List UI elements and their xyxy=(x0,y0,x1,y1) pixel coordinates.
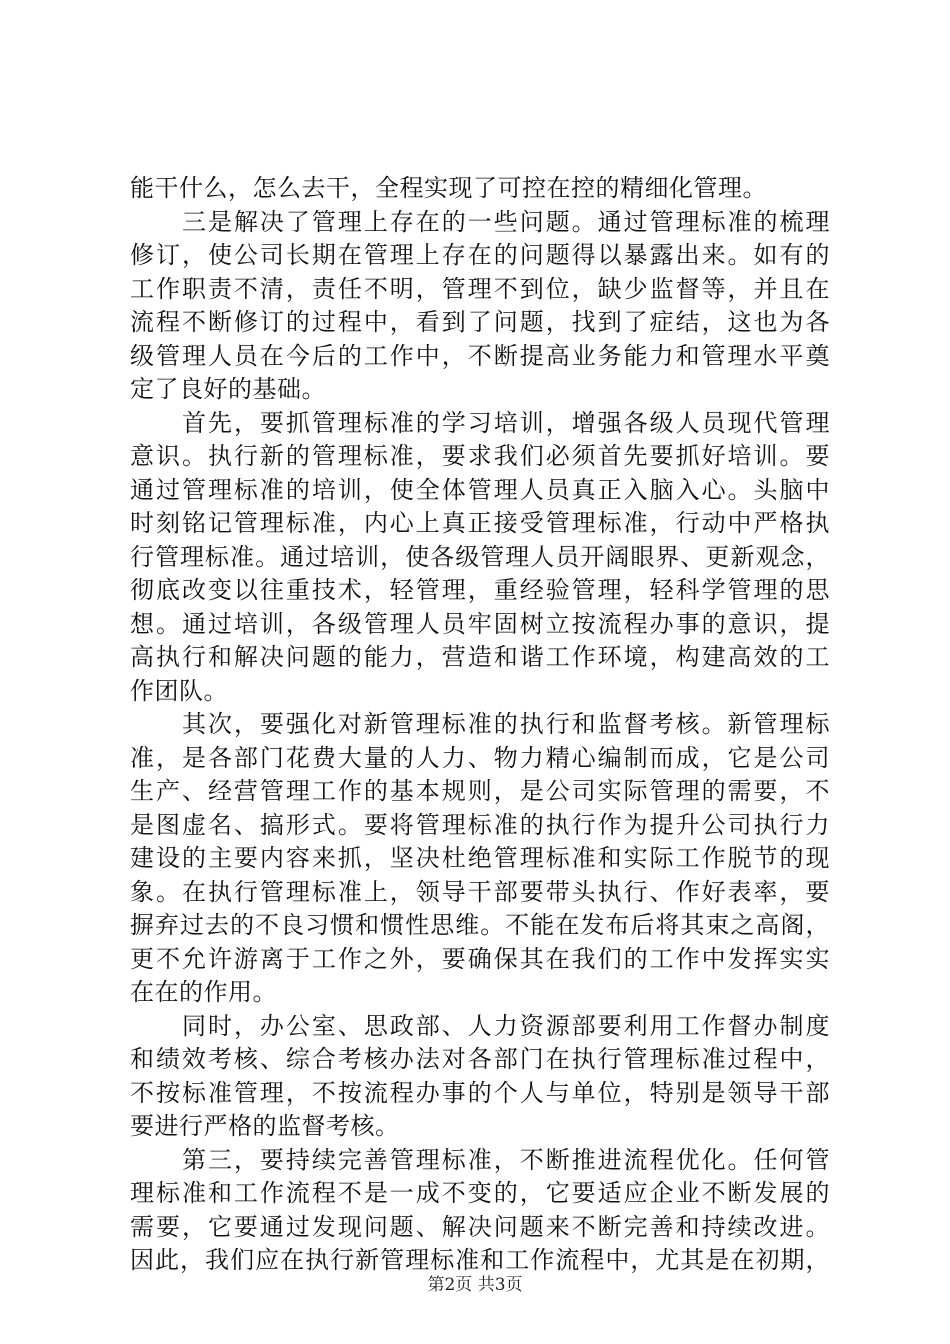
text-line: 需要，它要通过发现问题、解决问题来不断完善和持续改进。 xyxy=(130,1212,830,1241)
page-number-footer: 第2页 共3页 xyxy=(427,1275,523,1295)
text-line: 修订，使公司长期在管理上存在的问题得以暴露出来。如有的 xyxy=(130,241,830,269)
text-line: 因此，我们应在执行新管理标准和工作流程中，尤其是在初期， xyxy=(130,1246,830,1274)
text-line: 作团队。 xyxy=(130,676,228,705)
text-line: 意识。执行新的管理标准，要求我们必须首先要抓好培训。要 xyxy=(130,442,830,470)
text-line: 生产、经营管理工作的基本规则，是公司实际管理的需要，不 xyxy=(130,777,830,805)
body-text xyxy=(130,172,830,1278)
text-line: 建设的主要内容来抓，坚决杜绝管理标准和实际工作脱节的现 xyxy=(130,844,830,872)
text-line: 要进行严格的监督考核。 xyxy=(130,1112,400,1140)
paragraph-line: 三是解决了管理上存在的一些问题。通过管理标准的梳理 xyxy=(182,207,830,236)
text-line: 流程不断修订的过程中，看到了问题，找到了症结，这也为各 xyxy=(130,308,830,336)
text-line: 是图虚名、搞形式。要将管理标准的执行作为提升公司执行力 xyxy=(130,810,830,839)
text-line: 理标准和工作流程不是一成不变的，它要适应企业不断发展的 xyxy=(130,1179,830,1207)
text-line: 高执行和解决问题的能力，营造和谐工作环境，构建高效的工 xyxy=(130,643,830,671)
text-line: 象。在执行管理标准上，领导干部要带头执行、作好表率，要 xyxy=(130,877,830,906)
text-line: 彻底改变以往重技术，轻管理，重经验管理，轻科学管理的思 xyxy=(130,576,830,604)
text-line: 能干什么，怎么去干，全程实现了可控在控的精细化管理。 xyxy=(130,174,767,202)
text-line: 级管理人员在今后的工作中，不断提高业务能力和管理水平奠 xyxy=(130,341,830,370)
text-line: 摒弃过去的不良习惯和惯性思维。不能在发布后将其束之高阁， xyxy=(130,911,830,939)
text-line: 和绩效考核、综合考核办法对各部门在执行管理标准过程中， xyxy=(130,1045,830,1073)
text-line: 更不允许游离于工作之外，要确保其在我们的工作中发挥实实 xyxy=(130,944,830,973)
text-line: 想。通过培训，各级管理人员牢固树立按流程办事的意识，提 xyxy=(130,609,830,638)
paragraph-line: 首先，要抓管理标准的学习培训，增强各级人员现代管理 xyxy=(182,408,830,437)
paragraph-line: 同时，办公室、思政部、人力资源部要利用工作督办制度 xyxy=(182,1011,830,1040)
text-line: 定了良好的基础。 xyxy=(130,375,326,403)
text-line: 通过管理标准的培训，使全体管理人员真正入脑入心。头脑中 xyxy=(130,475,830,504)
text-line: 工作职责不清，责任不明，管理不到位，缺少监督等，并且在 xyxy=(130,274,830,303)
text-line: 不按标准管理，不按流程办事的个人与单位，特别是领导干部 xyxy=(130,1078,830,1107)
text-line: 准，是各部门花费大量的人力、物力精心编制而成，它是公司 xyxy=(130,743,830,772)
text-line: 时刻铭记管理标准，内心上真正接受管理标准，行动中严格执 xyxy=(130,509,830,537)
text-line: 在在的作用。 xyxy=(130,978,277,1006)
paragraph-line: 其次，要强化对新管理标准的执行和监督考核。新管理标 xyxy=(182,710,830,738)
text-line: 行管理标准。通过培训，使各级管理人员开阔眼界、更新观念， xyxy=(130,542,830,571)
paragraph-line: 第三，要持续完善管理标准，不断推进流程优化。任何管 xyxy=(182,1145,830,1174)
